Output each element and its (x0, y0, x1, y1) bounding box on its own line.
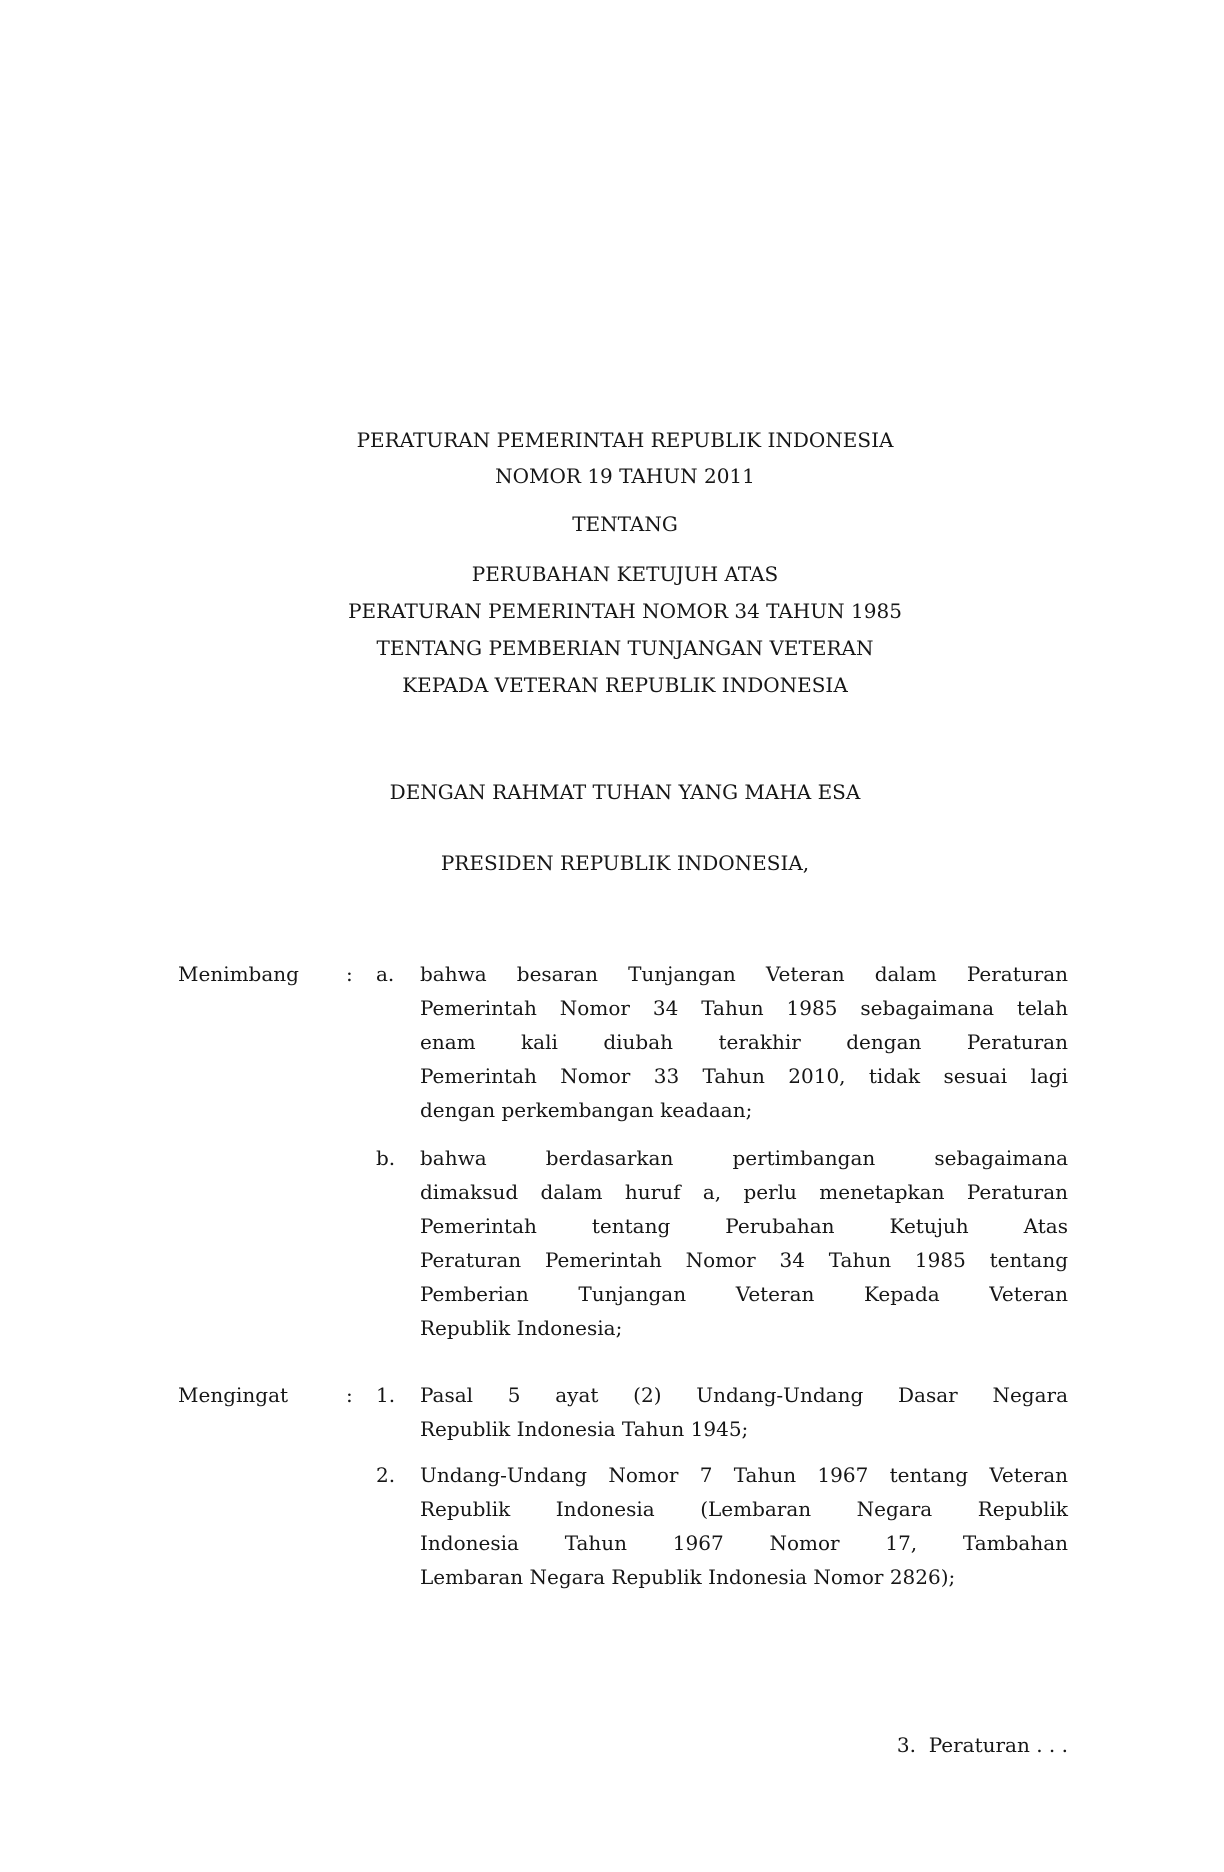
text-line: Pemerintah Nomor 34 Tahun 1985 sebagaimana telah (420, 996, 1068, 1020)
subject-line: KEPADA VETERAN REPUBLIK INDONESIA (402, 673, 848, 697)
mengingat-colon: : (346, 1383, 353, 1407)
subject-line: TENTANG PEMBERIAN TUNJANGAN VETERAN (376, 636, 874, 660)
text-line: enam kali diubah terakhir dengan Peraturan (420, 1030, 1068, 1054)
text-line: Pemerintah tentang Perubahan Ketujuh Atas (420, 1214, 1068, 1238)
text-line: Lembaran Negara Republik Indonesia Nomor 2826); (420, 1565, 956, 1589)
text-line: Republik Indonesia; (420, 1316, 623, 1340)
text-line: bahwa besaran Tunjangan Veteran dalam Peraturan (420, 962, 1068, 986)
text-line: Republik Indonesia Tahun 1945; (420, 1417, 749, 1441)
title-line: PERATURAN PEMERINTAH REPUBLIK INDONESIA (356, 428, 894, 452)
authority (0, 845, 1224, 881)
item-marker: a. (376, 962, 395, 986)
invocation (0, 774, 1224, 810)
subject-line: PERUBAHAN KETUJUH ATAS (471, 562, 779, 586)
text-line: dimaksud dalam huruf a, perlu menetapkan Peraturan (420, 1180, 1068, 1204)
text-line: Pasal 5 ayat (2) Undang-Undang Dasar Negara (420, 1383, 1068, 1407)
regulation-subject (0, 556, 1224, 704)
text-line: bahwa berdasarkan pertimbangan sebagaimana (420, 1146, 1068, 1170)
invocation-text: DENGAN RAHMAT TUHAN YANG MAHA ESA (389, 780, 861, 804)
item-marker: 1. (376, 1383, 396, 1407)
item-body (420, 1458, 1068, 1594)
text-line: Indonesia Tahun 1967 Nomor 17, Tambahan (420, 1531, 1068, 1555)
text-line: dengan perkembangan keadaan; (420, 1098, 753, 1122)
text-line: Undang-Undang Nomor 7 Tahun 1967 tentang Veteran (420, 1463, 1068, 1487)
mengingat-label: Mengingat (178, 1383, 289, 1407)
tentang-heading (0, 506, 1224, 542)
item-body (420, 957, 1068, 1127)
text-line: Republik Indonesia (Lembaran Negara Republik (420, 1497, 1068, 1521)
text-line: Pemberian Tunjangan Veteran Kepada Veteran (420, 1282, 1068, 1306)
text-line: Peraturan Pemerintah Nomor 34 Tahun 1985 tentang (420, 1248, 1068, 1272)
tentang-text: TENTANG (572, 512, 678, 536)
subject-line: PERATURAN PEMERINTAH NOMOR 34 TAHUN 1985 (348, 599, 902, 623)
item-body (420, 1141, 1068, 1345)
page-catchword: 3. Peraturan . . . (896, 1733, 1068, 1757)
item-marker: 2. (376, 1463, 396, 1487)
menimbang-label: Menimbang (178, 962, 299, 986)
menimbang-colon: : (346, 962, 353, 986)
item-marker: b. (376, 1146, 396, 1170)
authority-text: PRESIDEN REPUBLIK INDONESIA, (440, 851, 810, 875)
regulation-number: NOMOR 19 TAHUN 2011 (495, 464, 755, 488)
text-line: Pemerintah Nomor 33 Tahun 2010, tidak sesuai lagi (420, 1064, 1068, 1088)
item-body (420, 1378, 1068, 1446)
regulation-title (0, 422, 1224, 494)
